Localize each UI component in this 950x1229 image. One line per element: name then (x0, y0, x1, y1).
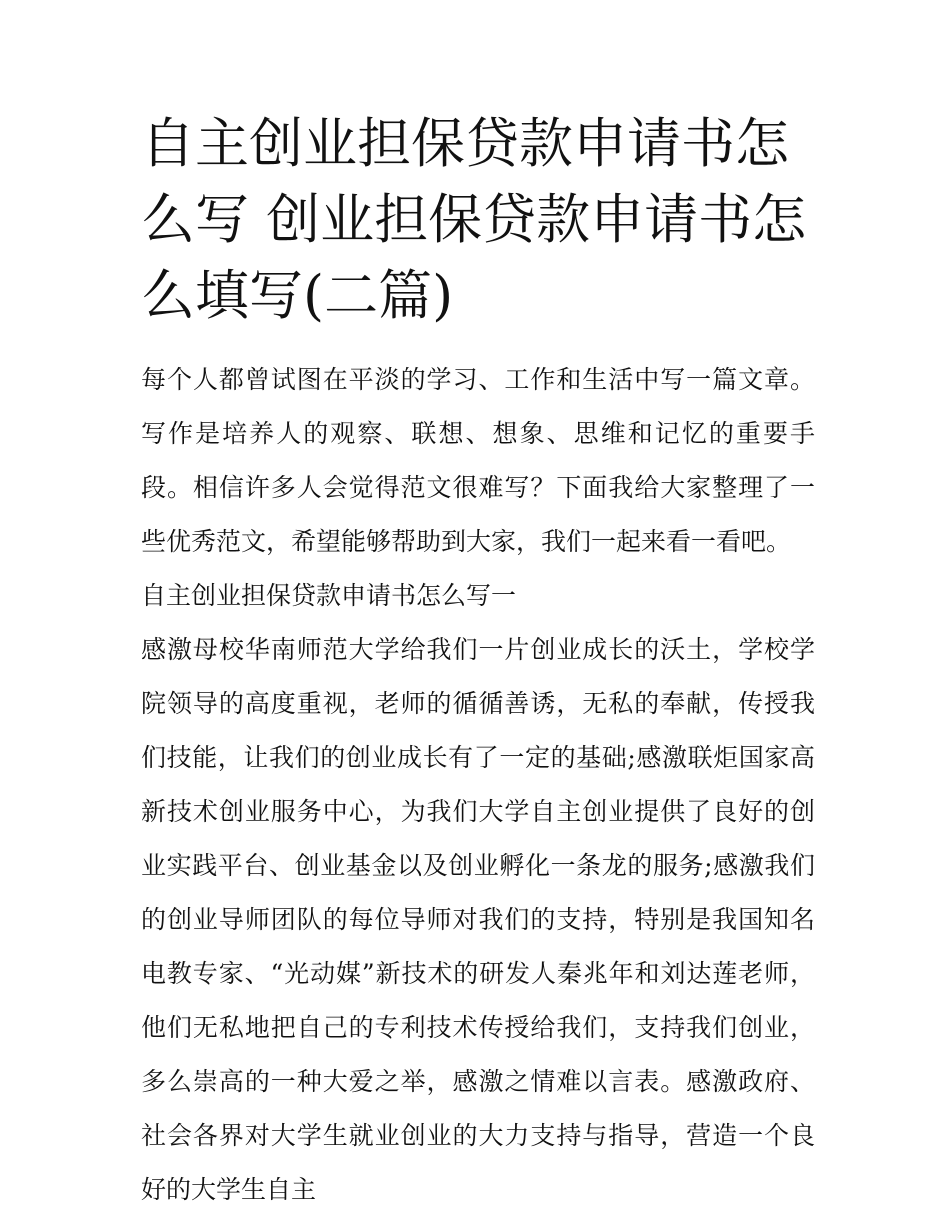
document-title: 自主创业担保贷款申请书怎么写 创业担保贷款申请书怎么填写(二篇) (141, 112, 807, 327)
section-heading: 自主创业担保贷款申请书怎么写一 (141, 581, 517, 610)
body-paragraph: 感激母校华南师范大学给我们一片创业成长的沃土，学校学院领导的高度重视，老师的循循善诱，无私的奉献，传授我们技能，让我们的创业成长有了一定的基础;感激联炬国家高新技术创业服务中心，为我们大学自主创业提供了良好的创业实践平台、创业基金以及创业孵化一条龙的服务;感激我们的创业导师团队的每位导师对我们的支持，特别是我国知名电教专家、“光动媒”新技术的研发人秦兆年和刘达莲老师，他们无私地把自己的专利技术传授给我们，支持我们创业，多么崇高的一种大爱之举，感激之情难以言表。感激政府、社会各界对大学生就业创业的大力支持与指导，营造一个良好的大学生自主 (141, 635, 815, 1204)
intro-paragraph: 每个人都曾试图在平淡的学习、工作和生活中写一篇文章。写作是培养人的观察、联想、想象、思维和记忆的重要手段。相信许多人会觉得范文很难写？下面我给大家整理了一些优秀范文，希望能够帮助到大家，我们一起来看一看吧。 (141, 365, 815, 556)
